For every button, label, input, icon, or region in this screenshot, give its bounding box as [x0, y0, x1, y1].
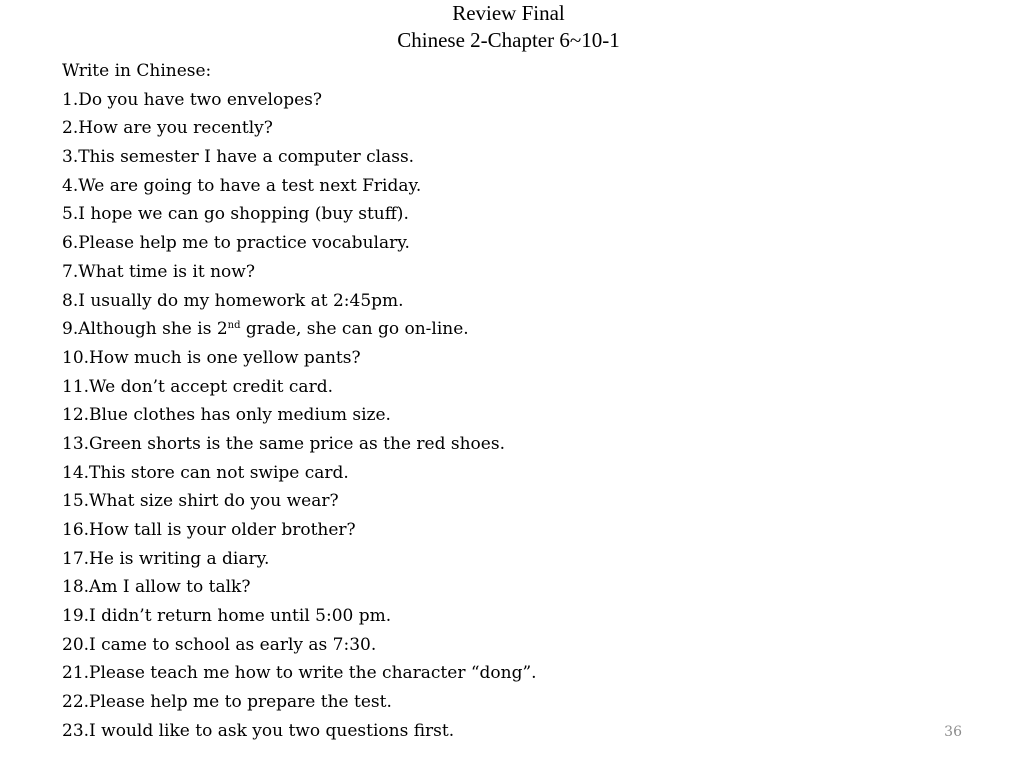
question-list — [62, 57, 962, 746]
question-19: 19.I didn’t return home until 5:00 pm. — [62, 606, 392, 627]
question-16: 16.How tall is your older brother? — [62, 520, 356, 540]
question-12: 12.Blue clothes has only medium size. — [62, 405, 391, 426]
question-9-start: 9.Although she is 2 — [62, 319, 228, 340]
question-1: 1.Do you have two envelopes? — [62, 89, 322, 110]
question-11: 11.We don’t accept credit card. — [62, 376, 333, 397]
title-line-1: Review Final — [452, 1, 565, 25]
question-13: 13.Green shorts is the same price as the red shoes. — [62, 433, 505, 454]
question-3: 3.This semester I have a computer class. — [62, 147, 415, 168]
question-18: 18.Am I allow to talk? — [62, 577, 251, 598]
question-23: 23.I would like to ask you two questions first. — [62, 720, 455, 741]
page-number: 36 — [944, 724, 962, 740]
question-22: 22.Please help me to prepare the test. — [62, 692, 392, 713]
instruction: Write in Chinese: — [62, 61, 212, 81]
question-9 — [62, 315, 962, 344]
question-5: 5.I hope we can go shopping (buy stuff). — [62, 204, 409, 225]
question-21: 21.Please teach me how to write the character “dong”. — [62, 663, 537, 684]
question-7: 7.What time is it now? — [62, 261, 255, 282]
question-14: 14.This store can not swipe card. — [62, 462, 349, 483]
question-9-end: grade, she can go on-line. — [240, 319, 469, 340]
question-10: 10.How much is one yellow pants? — [62, 347, 361, 368]
question-17: 17.He is writing a diary. — [62, 548, 270, 569]
question-20: 20.I came to school as early as 7:30. — [62, 634, 377, 655]
question-2: 2.How are you recently? — [62, 118, 273, 139]
question-4: 4.We are going to have a test next Friday. — [62, 175, 422, 196]
question-8: 8.I usually do my homework at 2:45pm. — [62, 290, 404, 311]
question-9-superscript: nd — [227, 320, 241, 332]
slide-title — [0, 0, 1017, 54]
question-6: 6.Please help me to practice vocabulary. — [62, 233, 410, 254]
question-15: 15.What size shirt do you wear? — [62, 491, 339, 512]
title-line-2: Chinese 2-Chapter 6~10-1 — [397, 28, 620, 52]
